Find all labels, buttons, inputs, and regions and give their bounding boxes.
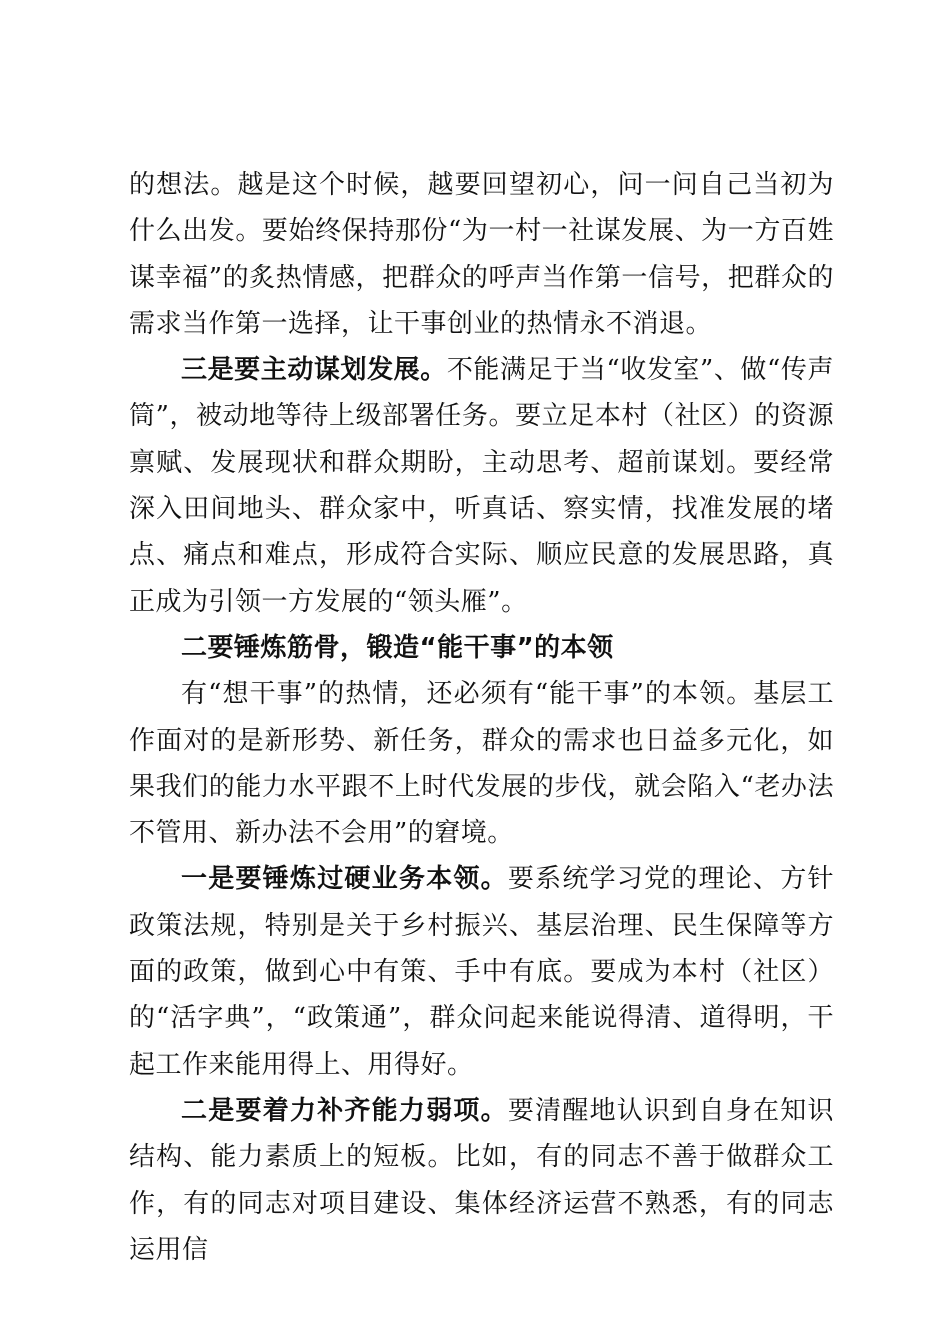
document-body	[129, 162, 834, 1273]
paragraph-lead: 二是要着力补齐能力弱项。	[181, 1095, 508, 1126]
paragraph-text: 不能满足于当“收发室”、做“传声筒”，被动地等待上级部署任务。要立足本村（社区）的资源禀赋、发展现状和群众期盼，主动思考、超前谋划。要经常深入田间地头、群众家中，听真话、察实情，找准发展的堵点、痛点和难点，形成符合实际、顺应民意的发展思路，真正成为引领一方发展的“领头雁”。	[129, 355, 834, 617]
paragraph-second-point	[129, 1088, 834, 1273]
paragraph-continued	[129, 162, 834, 347]
paragraph-third-point	[129, 347, 834, 625]
paragraph-first-point	[129, 856, 834, 1087]
paragraph-text: 要清醒地认识到自身在知识结构、能力素质上的短板。比如，有的同志不善于做群众工作，有的同志对项目建设、集体经济运营不熟悉，有的同志运用信	[129, 1095, 834, 1265]
paragraph-lead: 一是要锤炼过硬业务本领。	[181, 864, 508, 895]
paragraph-text: 有“想干事”的热情，还必须有“能干事”的本领。基层工作面对的是新形势、新任务，群众的需求也日益多元化，如果我们的能力水平跟不上时代发展的步伐，就会陷入“老办法不管用、新办法不会用”的窘境。	[129, 679, 834, 849]
paragraph-text: 要系统学习党的理论、方针政策法规，特别是关于乡村振兴、基层治理、民生保障等方面的政策，做到心中有策、手中有底。要成为本村（社区）的“活字典”，“政策通”，群众问起来能说得清、道得明，干起工作来能用得上、用得好。	[129, 864, 834, 1080]
paragraph-intro	[129, 671, 834, 856]
paragraph-lead: 三是要主动谋划发展。	[181, 355, 447, 386]
paragraph-text: 的想法。越是这个时候，越要回望初心，问一问自己当初为什么出发。要始终保持那份“为一村一社谋发展、为一方百姓谋幸福”的炙热情感，把群众的呼声当作第一信号，把群众的需求当作第一选择，让干事创业的热情永不消退。	[129, 170, 834, 339]
section-heading: 二要锤炼筋骨，锻造“能干事”的本领	[181, 632, 614, 663]
